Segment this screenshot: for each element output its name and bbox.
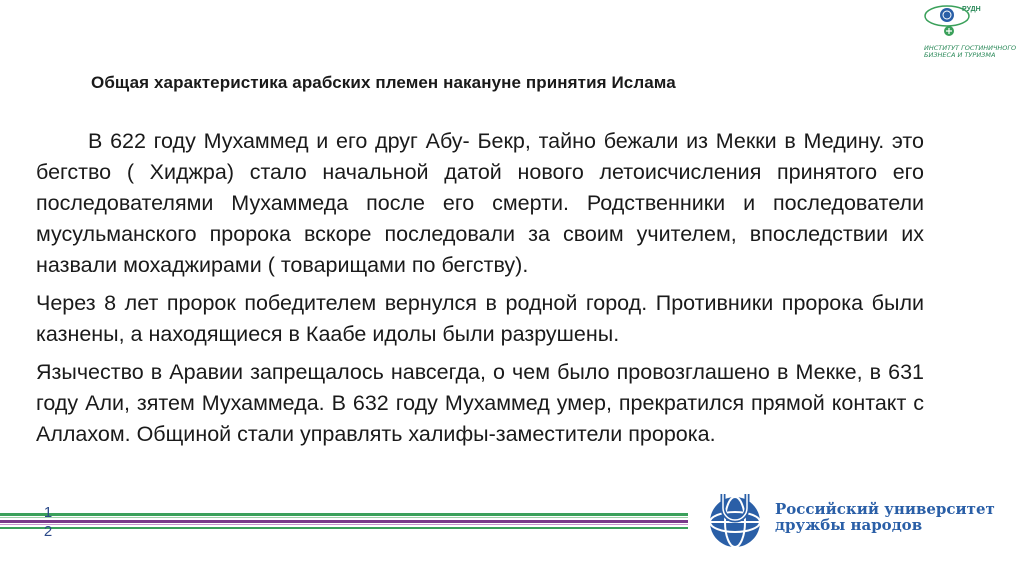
paragraph: Через 8 лет пророк победителем вернулся в родной город. Противники пророка были казнены, а находящиеся в Каабе идолы были разрушены. — [36, 291, 924, 346]
slide-body — [36, 126, 924, 457]
stripe-light — [0, 517, 688, 518]
paragraph: Язычество в Аравии запрещалось навсегда, о чем было провозглашено в Мекке, в 631 году Али, зятем Мухаммеда. В 632 году Мухаммед умер, прекратился прямой контакт с Аллахом. Общиной стали управлять халифы-заместители пророка. — [36, 360, 924, 446]
stripe-green — [0, 513, 688, 516]
university-name-line: Российский университет — [775, 500, 995, 518]
page-number — [38, 503, 58, 541]
footer-stripes — [0, 513, 688, 533]
university-name-line: дружбы народов — [775, 516, 923, 534]
globe-emblem-icon — [705, 490, 769, 550]
university-name — [775, 501, 1005, 533]
institute-short-name: РУДН — [962, 6, 981, 13]
stripe-green — [0, 527, 688, 529]
stripe-light — [0, 524, 688, 525]
stripe-purple — [0, 520, 688, 523]
page-number-line: 2 — [43, 523, 53, 540]
paragraph: В 622 году Мухаммед и его друг Абу- Бекр, тайно бежали из Мекки в Медину. это бегство ( Хиджра) стало начальной датой нового летоисчисления принятого его последователями Мухаммеда после его смерти. Родственники и последователи мусульманского пророка вскоре последовали за своим учителем, впоследствии их назвали мохаджирами ( товарищами по бегству). — [36, 129, 924, 277]
institute-name: ИНСТИТУТ ГОСТИНИЧНОГО БИЗНЕСА И ТУРИЗМА — [924, 44, 1017, 60]
page-number-line: 1 — [43, 504, 53, 521]
university-logo — [705, 490, 1005, 550]
slide-title: Общая характеристика арабских племен накануне принятия Ислама — [91, 73, 676, 92]
institute-logo — [922, 2, 1022, 70]
